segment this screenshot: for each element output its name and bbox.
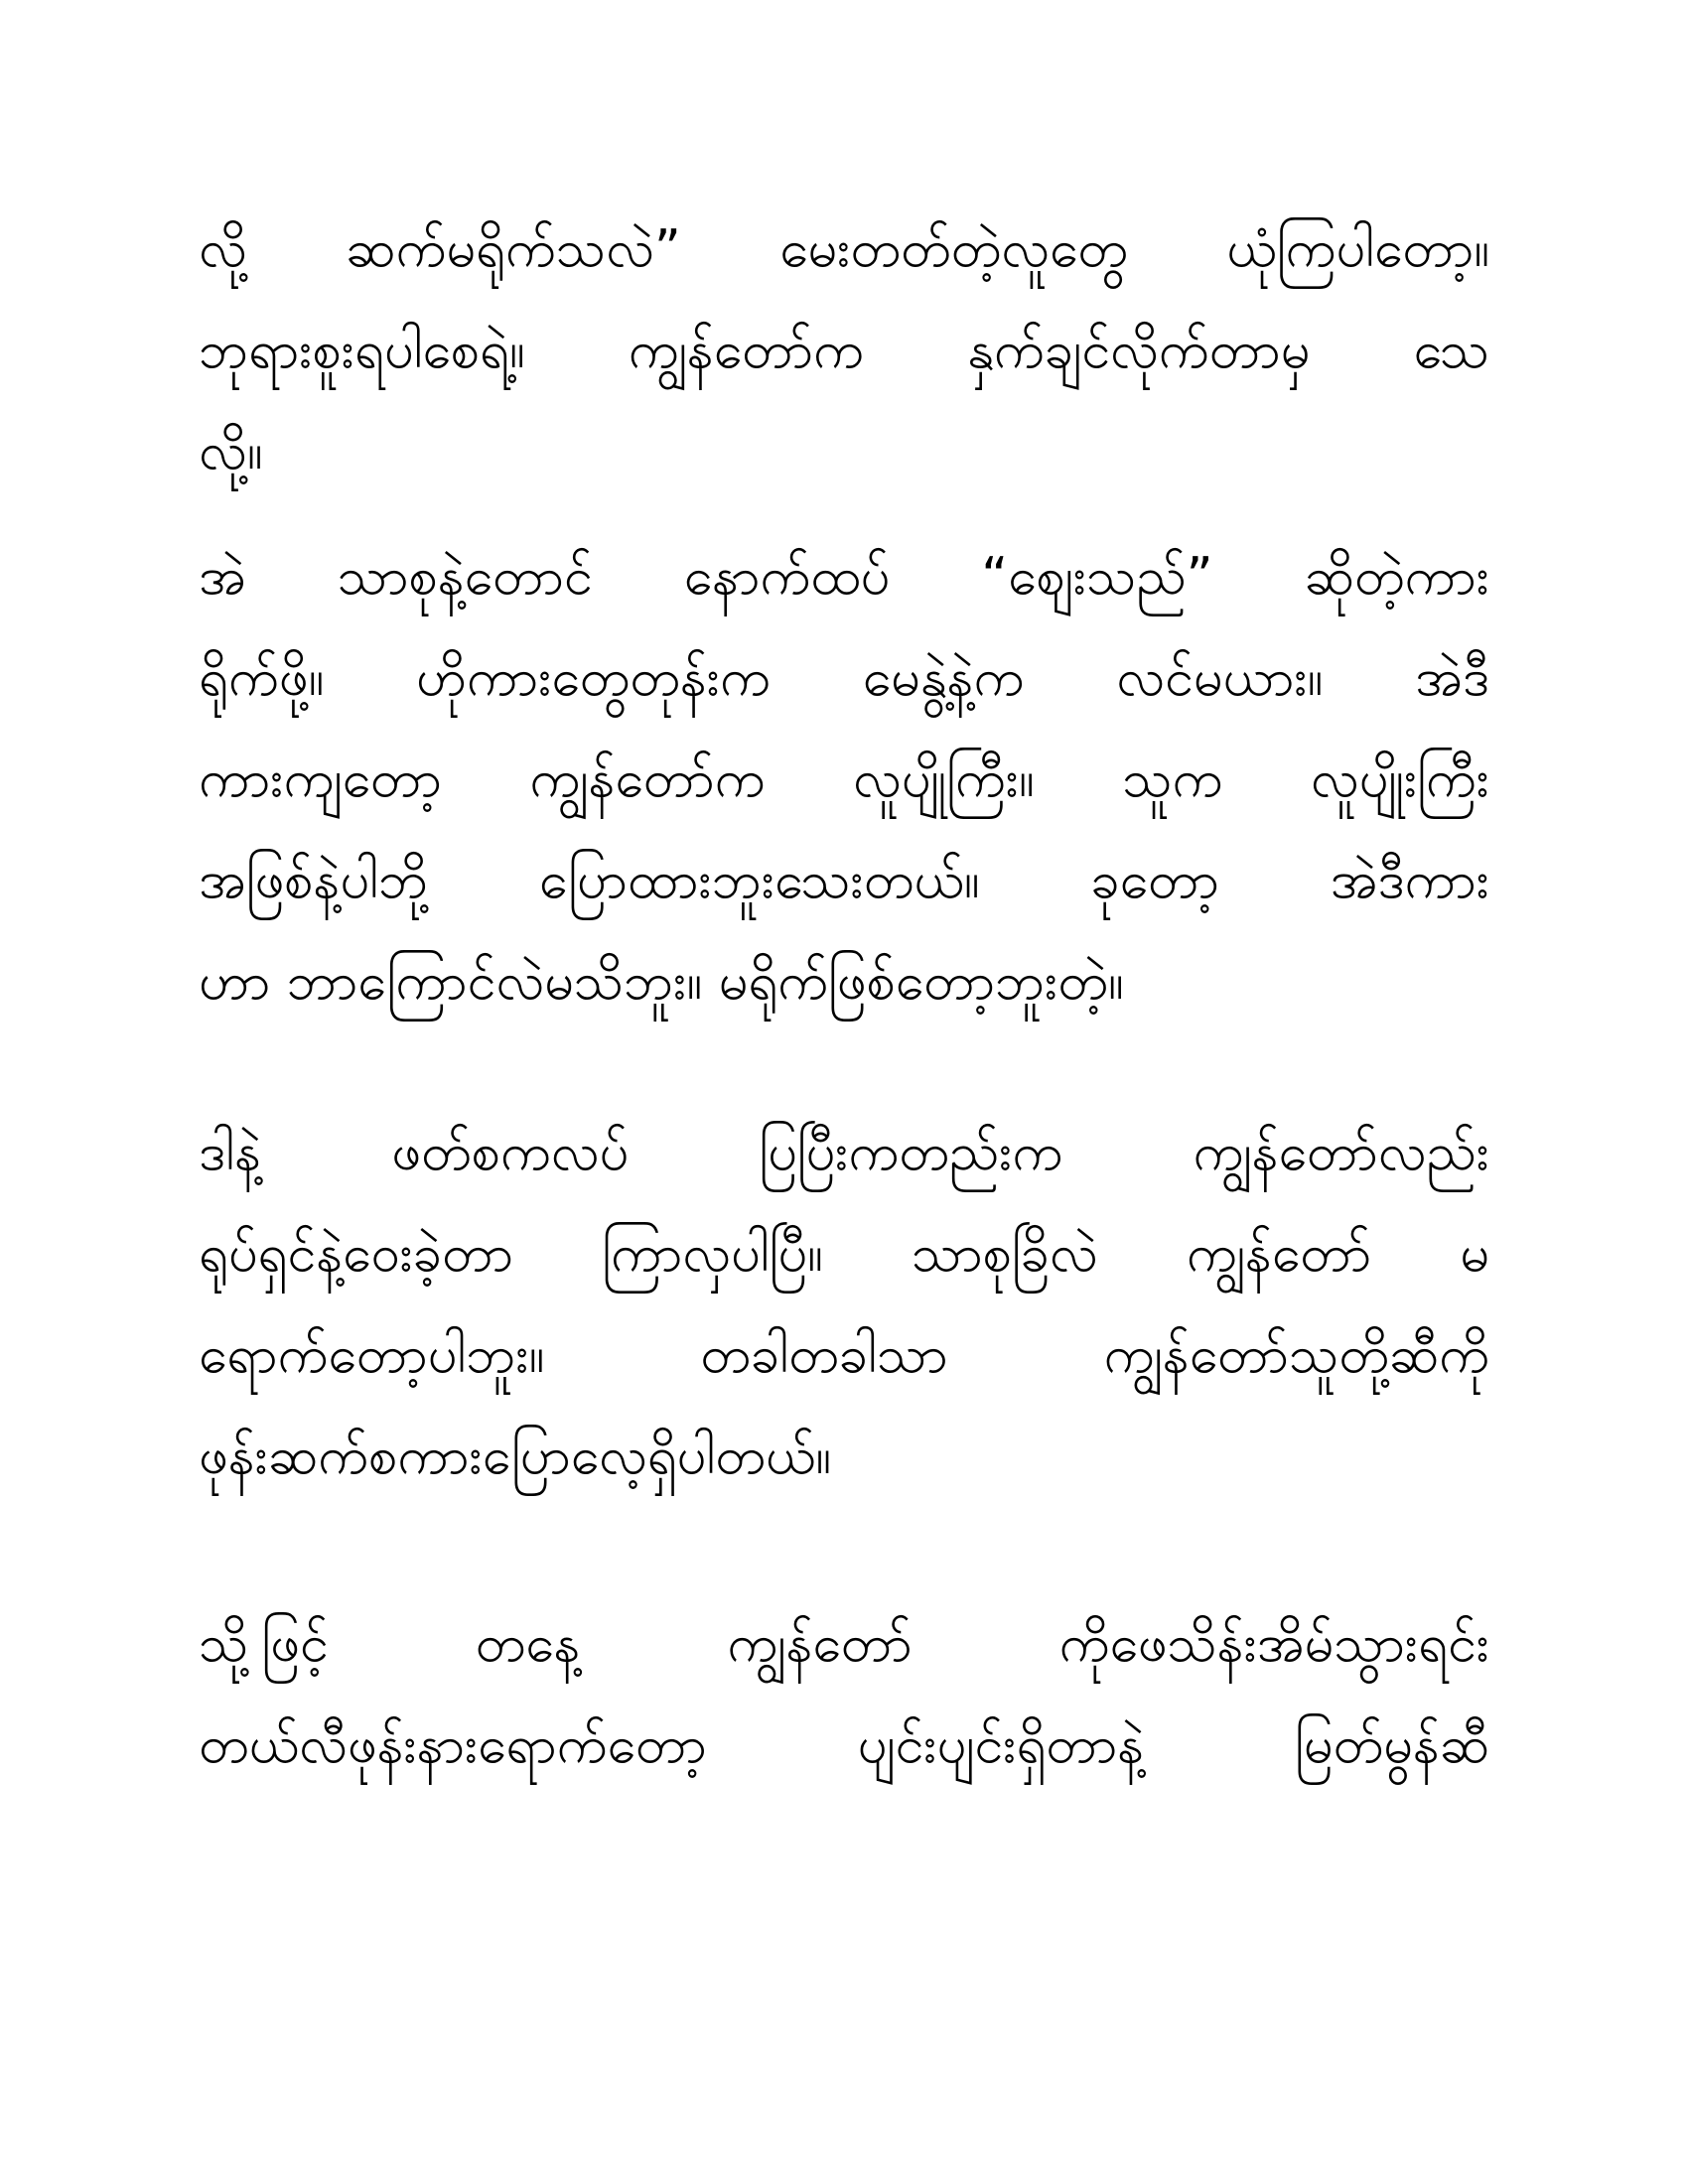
paragraph-4 xyxy=(199,1593,1489,1796)
text-line: အဲ သာစုနဲ့တောင် နောက်ထပ် “စျေးသည်” ဆိုတဲ့ကား xyxy=(199,547,1489,607)
paragraph-1 xyxy=(199,199,1489,502)
text-line: ဒါနဲ့ ဖတ်စကလပ် ပြပြီးကတည်းက ကျွန်တော်လည်း xyxy=(199,1123,1489,1182)
text-line: ဘုရားစူးရပါစေရဲ့။ ကျွန်တော်က နှက်ချင်လိုက်တာမှ သေ xyxy=(199,321,1489,380)
paragraph-3 xyxy=(199,1102,1489,1507)
text-line: ရောက်တော့ပါဘူး။ တခါတခါသာ ကျွန်တော်သူတို့ဆီကို xyxy=(199,1325,1489,1385)
text-line: လို့။ xyxy=(199,422,263,481)
text-line: အဖြစ်နဲ့ပါဘို့ ပြောထားဘူးသေးတယ်။ ခုတော့ အဲဒီကား xyxy=(199,851,1489,910)
text-line: ရုပ်ရှင်နဲ့ဝေးခဲ့တာ ကြာလှပါပြီ။ သာစုခြိလဲ ကျွန်တော် မ xyxy=(199,1224,1489,1284)
text-line: ဟာ ဘာကြောင်လဲမသိဘူး။ မရိုက်ဖြစ်တော့ဘူးတဲ့။ xyxy=(199,952,1124,1012)
paragraph-2 xyxy=(199,526,1489,1032)
text-line: ကားကျတော့ ကျွန်တော်က လူပျိုကြီး။ သူက လူပျိုးကြီး xyxy=(199,750,1489,809)
text-line: ဖုန်းဆက်စကားပြောလေ့ရှိပါတယ်။ xyxy=(199,1427,832,1486)
text-line: သို့ဖြင့် တနေ့ ကျွန်တော် ကိုဖေသိန်းအိမ်သွားရင်း xyxy=(199,1614,1489,1674)
text-line: ရိုက်ဖို့။ ဟိုကားတွေတုန်းက မေနွဲ့နဲ့က လင်မယား။ အဲဒီ xyxy=(199,648,1489,708)
text-line: တယ်လီဖုန်းနားရောက်တော့ ပျင်းပျင်းရှိတာနဲ့ မြတ်မွန်ဆီ xyxy=(199,1715,1489,1775)
text-line: လို့ ဆက်မရိုက်သလဲ” မေးတတ်တဲ့လူတွေ ယုံကြပါတော့။ xyxy=(199,219,1489,279)
